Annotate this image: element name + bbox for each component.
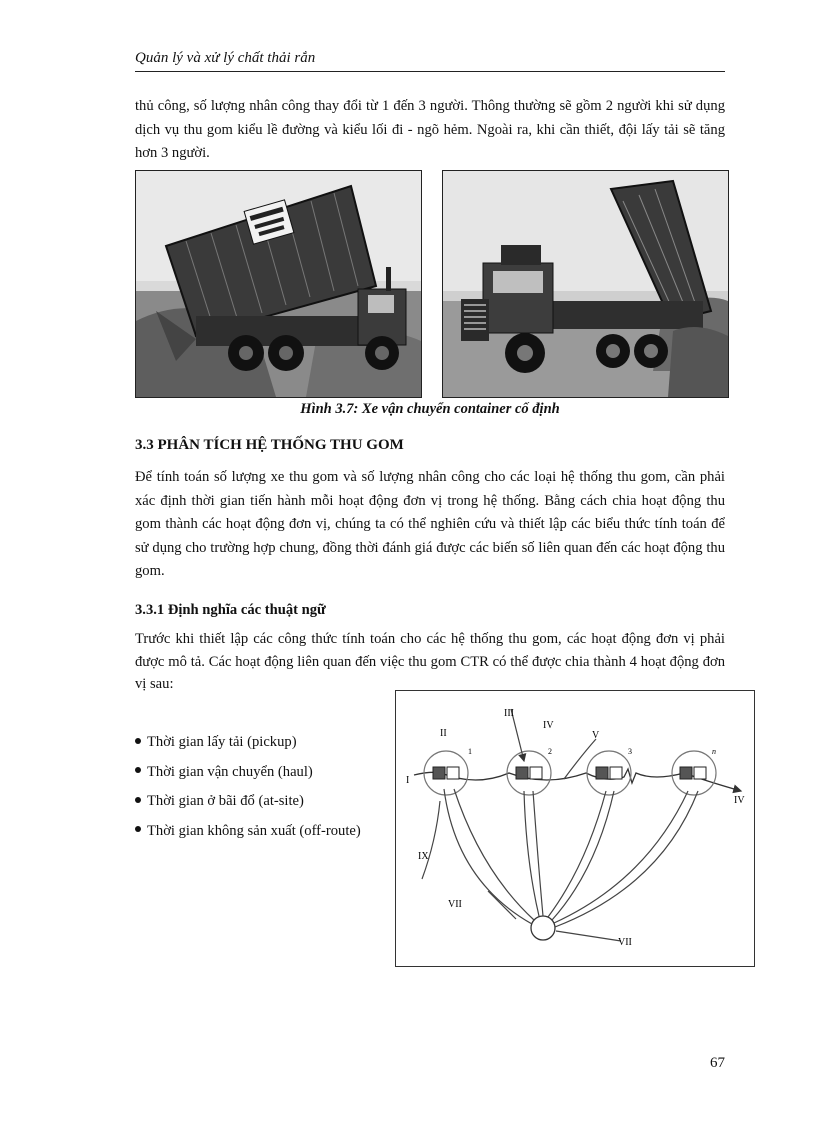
label-II: II: [440, 728, 447, 739]
bullet-icon: [135, 826, 141, 832]
label-IV-top: IV: [543, 720, 554, 731]
unit-operations-list: [135, 728, 361, 846]
node-3-circle: [587, 751, 631, 795]
label-IV-right: IV: [734, 795, 745, 806]
list-item: Thời gian ở bãi đổ (at-site): [135, 787, 361, 817]
section-heading: 3.3 PHÂN TÍCH HỆ THỐNG THU GOM: [135, 437, 404, 453]
list-item: Thời gian không sản xuất (off-route): [135, 817, 361, 847]
figure-caption: Hình 3.7: Xe vận chuyển container cố định: [300, 401, 560, 417]
label-III: III: [504, 708, 514, 719]
bullet-icon: [135, 797, 141, 803]
section-paragraph: Để tính toán số lượng xe thu gom và số lượng nhân công cho các loại hệ thống thu gom, cần phải xác định thời gian tiến hành mỗi hoạt động đơn vị trong hệ thống. Bằng cách chia hoạt động thu gom thành các hoạt động đơn vị, chúng ta có thể nghiên cứu và thiết lập các biểu thức tính toán để sử dụng cho trường hợp chung, đồng thời đánh giá được các biến số liên quan đến các hoạt động thu gom.: [135, 469, 725, 579]
page-number: 67: [710, 1055, 725, 1071]
collection-system-diagram: [395, 690, 755, 967]
running-header: Quản lý và xử lý chất thải rắn: [135, 50, 725, 72]
intro-paragraph: thủ công, số lượng nhân công thay đổi từ 1 đến 3 người. Thông thường sẽ gồm 2 người khi sử dụng dịch vụ thu gom kiểu lề đường và kiểu lối đi - ngõ hẻm. Ngoài ra, khi cần thiết, đội lấy tải sẽ tăng hơn 3 người.: [135, 98, 725, 161]
bullet-icon: [135, 767, 141, 773]
label-IX: IX: [418, 851, 429, 862]
list-item: Thời gian lấy tải (pickup): [135, 728, 361, 758]
label-I: I: [406, 775, 410, 786]
node-number-2: 2: [548, 747, 552, 756]
node-number-n: n: [712, 747, 716, 756]
subsection-paragraph: Trước khi thiết lập các công thức tính toán cho các hệ thống thu gom, các hoạt động đơn vị phải được mô tả. Các hoạt động liên quan đến việc thu gom CTR có thể được chia thành 4 hoạt động đơn vị sau:: [135, 631, 725, 692]
list-item: Thời gian vận chuyển (haul): [135, 758, 361, 788]
node-number-3: 3: [628, 747, 632, 756]
dump-truck-photo-right: [442, 170, 729, 398]
dump-truck-illustration-left: [136, 171, 421, 397]
subsection-heading: 3.3.1 Định nghĩa các thuật ngữ: [135, 602, 326, 618]
label-VII-bottom: VII: [618, 937, 632, 948]
disposal-site-circle: [531, 916, 555, 940]
bullet-icon: [135, 738, 141, 744]
node-number-1: 1: [468, 747, 472, 756]
figure-photos: [135, 170, 728, 398]
dump-truck-photo-left: [135, 170, 422, 398]
dump-truck-illustration-right: [443, 171, 728, 397]
node-2-circle: [507, 751, 551, 795]
label-V: V: [592, 730, 600, 741]
label-VII-left: VII: [448, 899, 462, 910]
